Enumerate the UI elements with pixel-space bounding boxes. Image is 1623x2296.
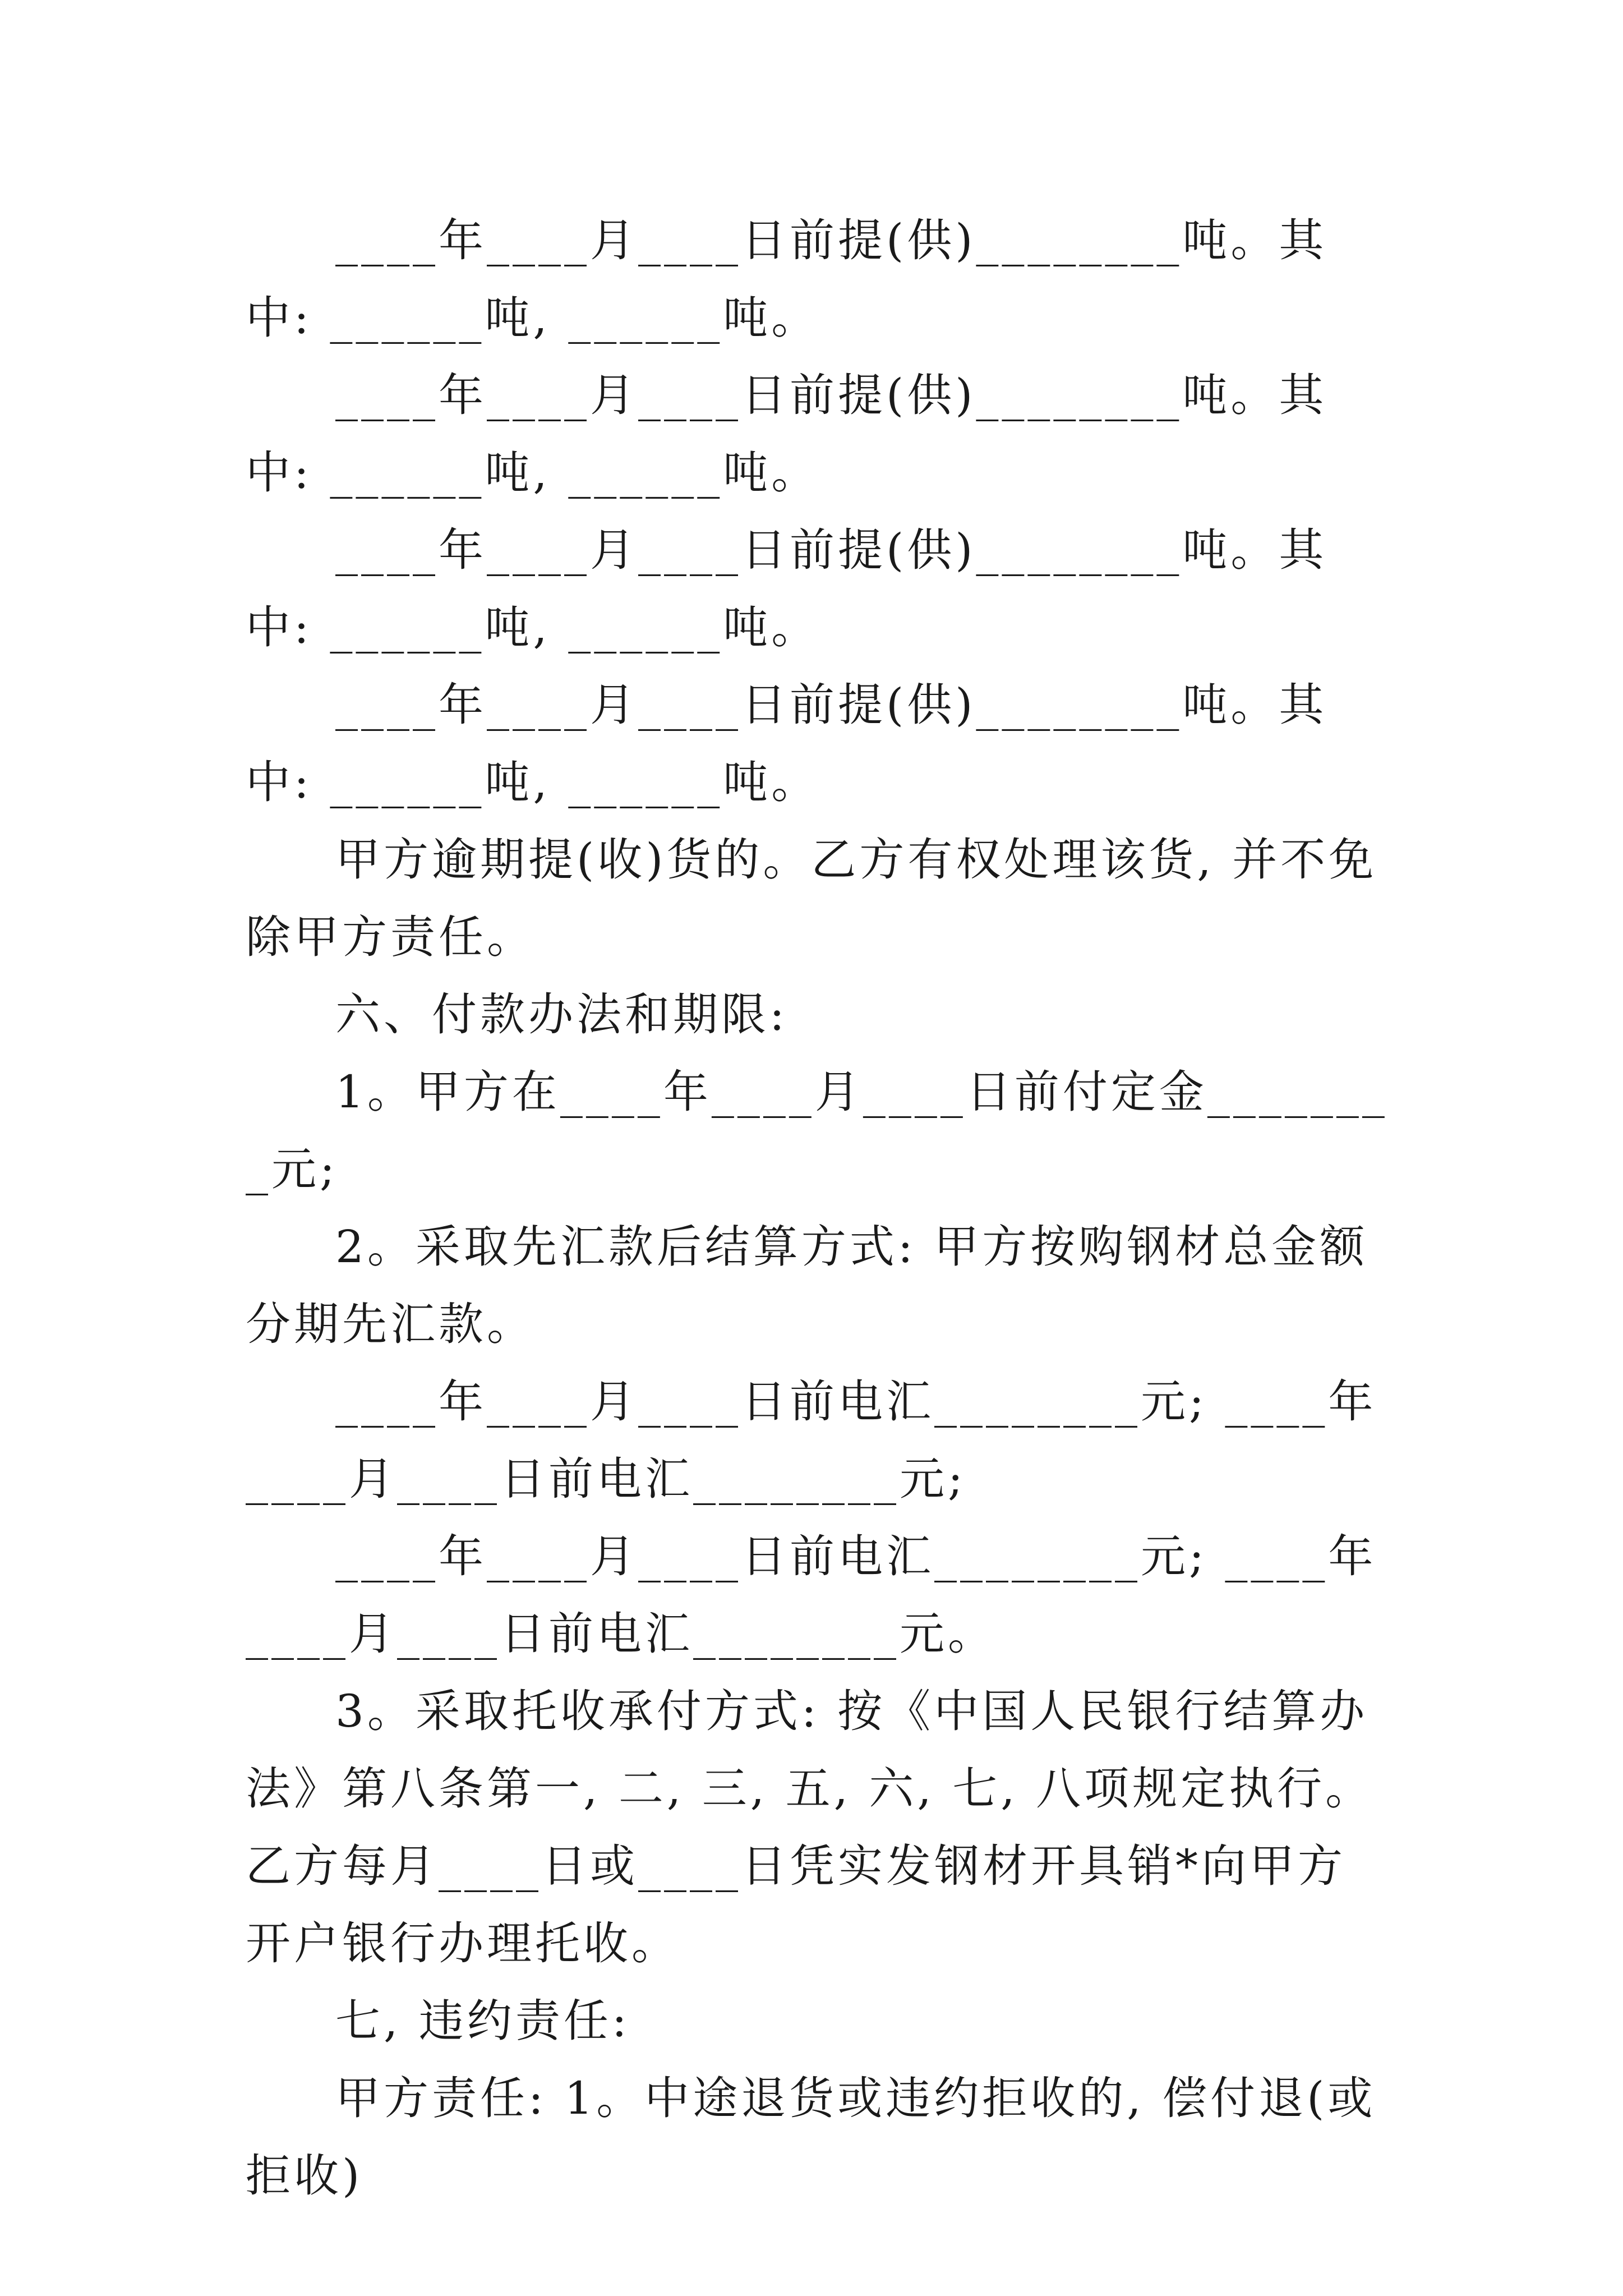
section-heading-payment: 六、付款办法和期限:: [335, 988, 788, 1041]
delivery-schedule-line-1: ____年____月____日前提(供)________吨。其中: ______吨, ______吨。: [246, 214, 1327, 344]
remittance-line-2: ____年____月____日前电汇________元; ____年____月____日前电汇________元。: [246, 1530, 1377, 1660]
delivery-schedule-line-4: ____年____月____日前提(供)________吨。其中: ______吨, ______吨。: [246, 679, 1327, 808]
delivery-schedule-line-3: ____年____月____日前提(供)________吨。其中: ______吨, ______吨。: [246, 524, 1327, 654]
section-heading-liability: 七, 违约责任:: [335, 1995, 630, 2047]
payment-clause-1: 1。甲方在____年____月____日前付定金________元;: [246, 1066, 1388, 1195]
payment-clause-3: 3。采取托收承付方式: 按《中国人民银行结算办法》第八条第一, 二, 三, 五, 六, 七, 八项规定执行。乙方每月____日或____日凭实发钢材开具销*向甲方开户银行办理托收。: [246, 1685, 1374, 1970]
payment-clause-2: 2。采取先汇款后结算方式: 甲方按购钢材总金额分期先汇款。: [246, 1221, 1368, 1350]
document-body: [246, 202, 1390, 2215]
remittance-line-1: ____年____月____日前电汇________元; ____年____月____日前电汇________元;: [246, 1375, 1377, 1505]
delivery-schedule-line-2: ____年____月____日前提(供)________吨。其中: ______吨, ______吨。: [246, 369, 1327, 499]
party-a-liability-clause: 甲方责任: 1。中途退货或违约拒收的, 偿付退(或拒收): [246, 2072, 1376, 2202]
late-pickup-clause: 甲方逾期提(收)货的。乙方有权处理该货, 并不免除甲方责任。: [246, 834, 1377, 963]
